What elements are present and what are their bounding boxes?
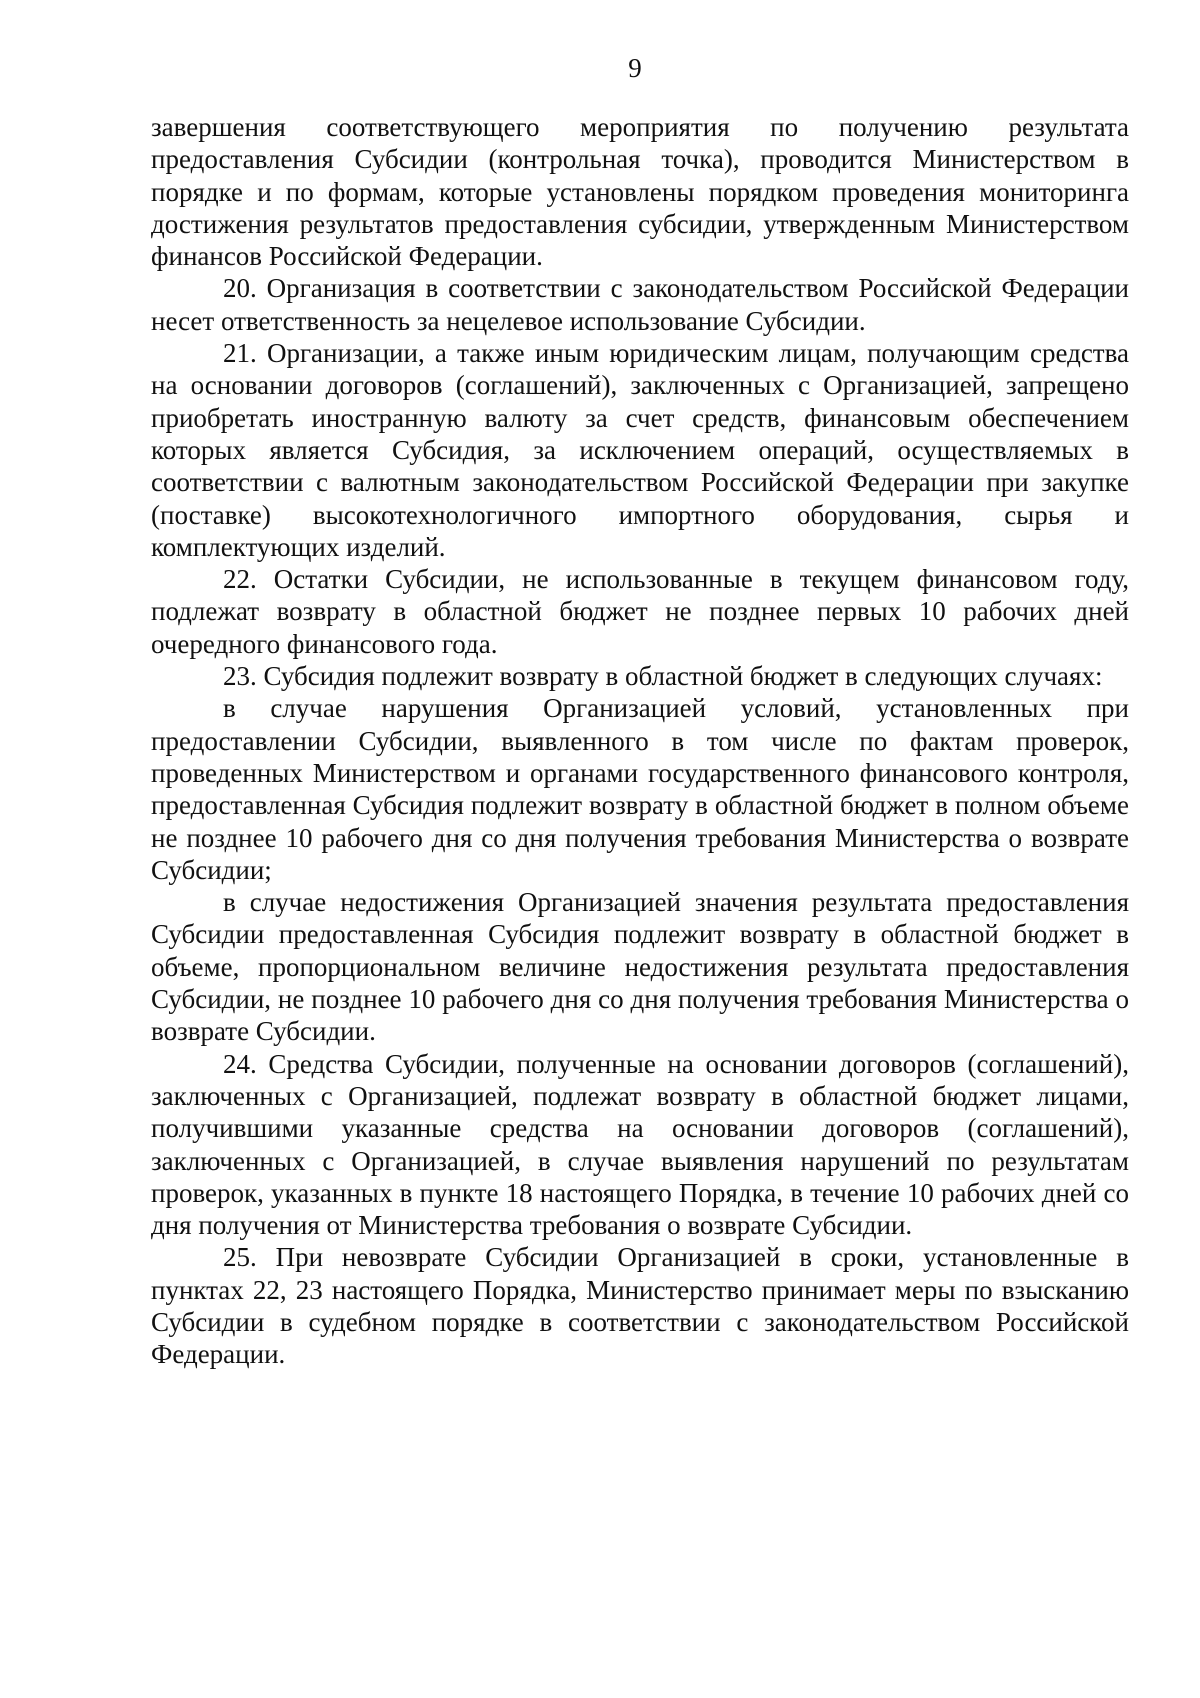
paragraph-item-21: 21. Организации, а также иным юридическим лицам, получающим средства на основании договоров (соглашений), заключенных с Организацией, запрещено приобретать иностранную валюту за счет средств, финансовым обеспечением которых является Субсидия, за исключением операций, осуществляемых в соответствии с валютным законодательством Российской Федерации при закупке (поставке) высокотехнологичного импортного оборудования, сырья и комплектующих изделий. [151,338,1129,562]
paragraph-continuation: завершения соответствующего мероприятия по получению результата предоставления Субсидии (контрольная точка), проводится Министерством в порядке и по формам, которые установлены порядком проведения мониторинга достижения результатов предоставления субсидии, утвержденным Министерством финансов Российской Федерации. [151,112,1129,272]
paragraph-item-20: 20. Организация в соответствии с законодательством Российской Федерации несет ответственность за нецелевое использование Субсидии. [151,273,1129,336]
paragraph-item-23: 23. Субсидия подлежит возврату в областной бюджет в следующих случаях: [223,661,1103,692]
paragraph-item-24: 24. Средства Субсидии, полученные на основании договоров (соглашений), заключенных с Организацией, подлежат возврату в областной бюджет лицами, получившими указанные средства на основании договоров (соглашений), заключенных с Организацией, в случае выявления нарушений по результатам проверок, указанных в пункте 18 настоящего Порядка, в течение 10 рабочих дней со дня получения от Министерства требования о возврате Субсидии. [151,1048,1129,1241]
paragraph-item-23-case-non-achievement: в случае недостижения Организацией значения результата предоставления Субсидии предоставленная Субсидия подлежит возврату в областной бюджет в объеме, пропорциональном величине недостижения результата предоставления Субсидии, не позднее 10 рабочего дня со дня получения требования Министерства о возврате Субсидии. [151,887,1129,1047]
document-body [151,111,1129,1371]
paragraph-item-25: 25. При невозврате Субсидии Организацией в сроки, установленные в пунктах 22, 23 настоящего Порядка, Министерство принимает меры по взысканию Субсидии в судебном порядке в соответствии с законодательством Российской Федерации. [151,1242,1129,1370]
paragraph-item-22: 22. Остатки Субсидии, не использованные в текущем финансовом году, подлежат возврату в областной бюджет не позднее первых 10 рабочих дней очередного финансового года. [151,564,1129,659]
paragraph-item-23-case-violation: в случае нарушения Организацией условий, установленных при предоставлении Субсидии, выявленного в том числе по фактам проверок, проведенных Министерством и органами государственного финансового контроля, предоставленная Субсидия подлежит возврату в областной бюджет в полном объеме не позднее 10 рабочего дня со дня получения требования Министерства о возврате Субсидии; [151,693,1129,885]
page-number: 9 [628,53,642,83]
